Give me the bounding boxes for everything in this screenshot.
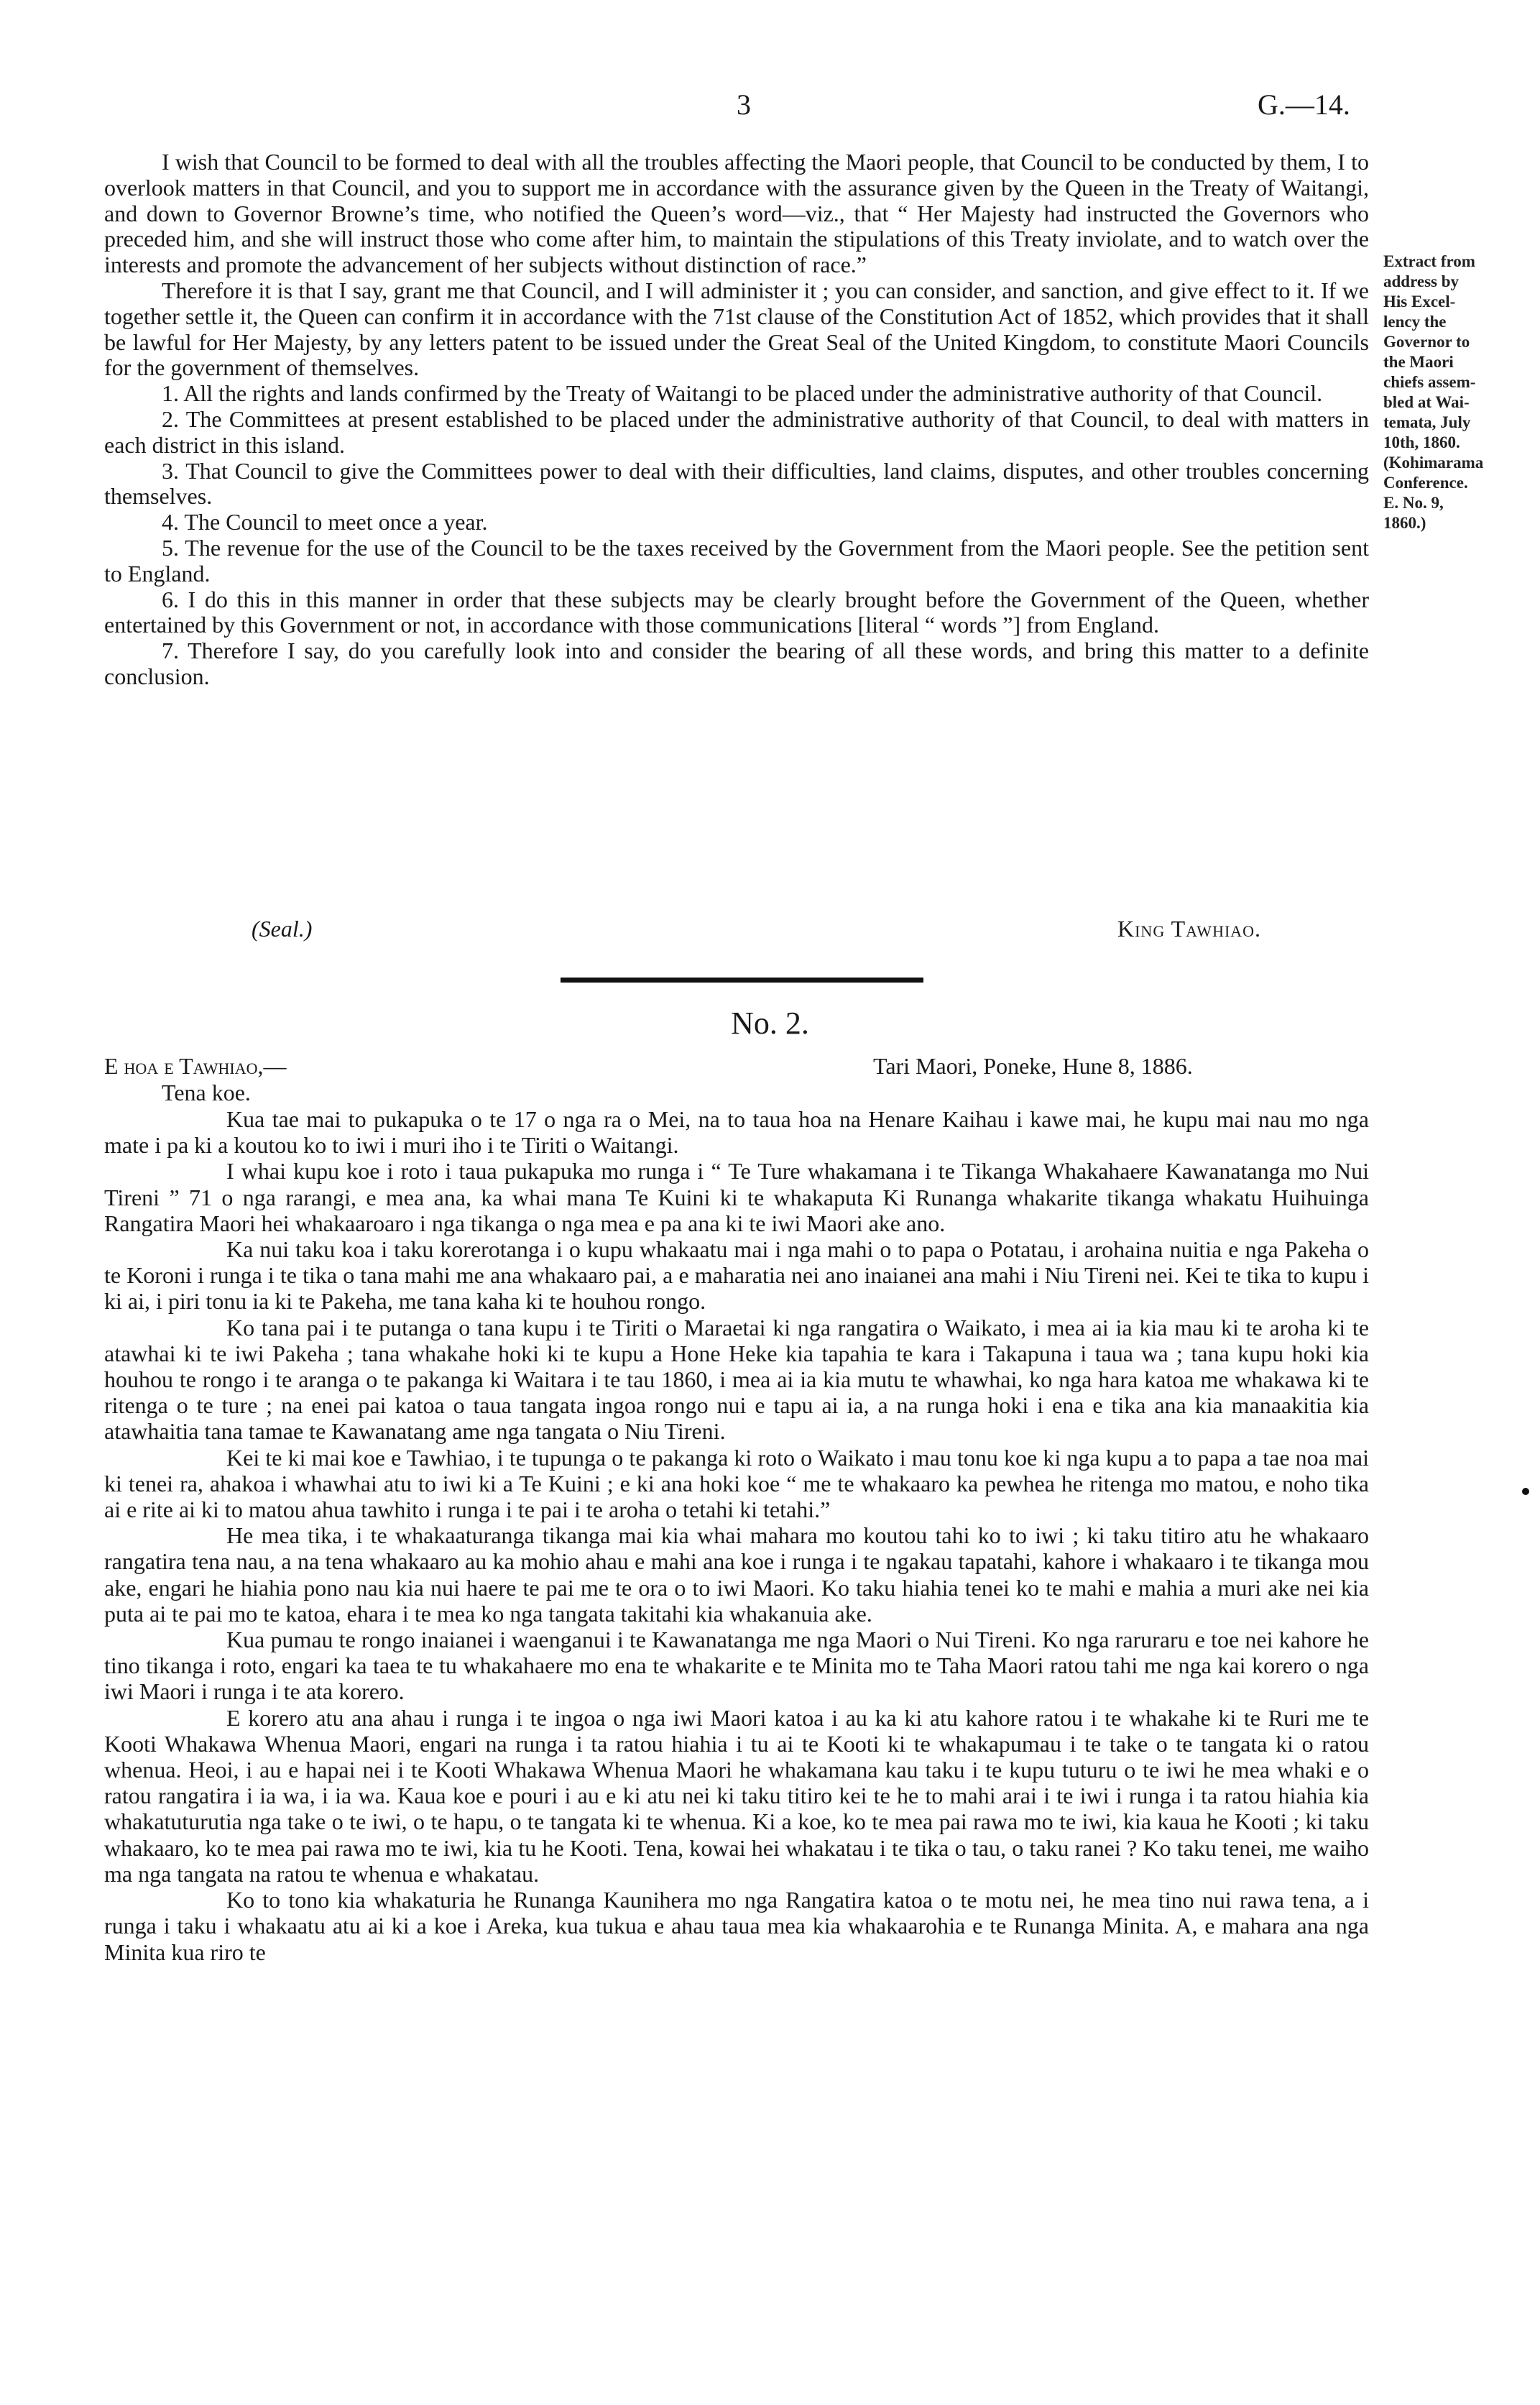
seal-mark: (Seal.) (252, 916, 313, 942)
margin-note-line: the Maori (1383, 353, 1454, 371)
section-heading: No. 2. (731, 1006, 809, 1041)
letter-two-paragraph: Kua pumau te rongo inaianei i waenganui i te Kawanatanga me nga Maori o Nui Tireni. Ko nga raruraru e toe nei kahore he tino tikanga i roto, engari ka taea te tu whakahaere mo ena te whakarite e te Minita mo te Taha Maori ratou tahi me nga kai korero o nga iwi Maori i runga i te ata korero. (104, 1627, 1369, 1705)
page-number: 3 (737, 88, 751, 121)
margin-note-line: Governor to (1383, 333, 1470, 351)
letter-one-paragraph: 2. The Committees at present established to be placed under the administrative authority of that Council, to deal with matters in each district in this island. (104, 405, 1369, 458)
margin-note-line: Extract from (1383, 252, 1475, 270)
margin-note-line: His Excel- (1383, 293, 1456, 311)
margin-note-line: Conference. (1383, 474, 1468, 492)
margin-note-line: temata, July (1383, 413, 1471, 431)
letter-one-body (104, 150, 1369, 690)
margin-note-line: chiefs assem- (1383, 373, 1476, 391)
margin-note-line: lency the (1383, 313, 1447, 331)
letter-one-paragraph: 6. I do this in this manner in order that these subjects may be clearly brought before the Government of the Queen, whether entertained by this Government or not, in accordance with those communications [literal “ words ”] from England. (104, 586, 1369, 638)
margin-note (1383, 252, 1538, 533)
margin-note-line: 10th, 1860. (1383, 433, 1460, 451)
margin-note-line: E. No. 9, (1383, 494, 1444, 512)
letter-two-paragraph: E korero atu ana ahau i runga i te ingoa o nga iwi Maori katoa i au ka ki atu kahore ratou i te whakahe ki te Ruri me te Kooti Whakawa Whenua Maori, engari na runga i ta ratou hiahia i tu ai te Kooti ki te whakapumau i te take o te tangata ki o ratou whenua. Heoi, i au e hapai nei i te Kooti Whakawa Whenua Maori he whakamana kau taku i te kupu tuturu o te iwi he mea whaki e o ratou rangatira i ia wa, i ia wa. Kaua koe e pouri i au e ki atu nei ki taku titiro kei te he to mahi arai i te iwi i runga i ta ratou hiahia kia whakatuturutia nga take o te iwi, o te hapu, o te tangata ki te whenua. Ki a koe, ko te mea pai rawa mo te iwi, kia kaua he Kooti ; ki taku whakaaro, ko te mea pai rawa mo te iwi, kia tu he Kooti. Tena, kowai hei whakatau i te tika o tau, o taku ranei ? Ko taku tenei, me waiho ma nga tangata na ratou te whenua e whakatau. (104, 1704, 1369, 1887)
letter-one-paragraph: 7. Therefore I say, do you carefully look into and consider the bearing of all these words, and bring this matter to a definite conclusion. (104, 638, 1369, 689)
greeting: Tena koe. (162, 1080, 251, 1105)
salutation: E hoa e Tawhiao,— (104, 1053, 287, 1079)
document-reference: G.—14. (1258, 88, 1350, 121)
dateline: Tari Maori, Poneke, Hune 8, 1886. (873, 1053, 1193, 1079)
margin-note-line: bled at Wai- (1383, 393, 1470, 411)
letter-one-paragraph: 1. All the rights and lands confirmed by the Treaty of Waitangi to be placed under the administrative authority of that Council. (162, 380, 1323, 407)
letter-two-paragraph: Kei te ki mai koe e Tawhiao, i te tupunga o te pakanga ki roto o Waikato i mau tonu koe ki nga kupu a to papa a tae noa mai ki tenei ra, ahakoa i whawhai atu to iwi ki a Te Kuini ; e ki ana hoki koe “ me te whakaaro ka pewhea he ritenga mo matou, e noho tika ai e rite ai ki to matou ahua tawhito i runga i te pai i te aroha o tetahi ki tetahi.” (104, 1444, 1369, 1523)
letter-one-paragraph: 5. The revenue for the use of the Council to be the taxes received by the Government from the Maori people. See the petition sent to England. (104, 534, 1369, 587)
margin-dot (1522, 1488, 1529, 1495)
letter-two-paragraph: I whai kupu koe i roto i taua pukapuka mo runga i “ Te Ture whakamana i te Tikanga Whakahaere Kawanatanga mo Nui Tireni ” 71 o nga rarangi, e mea ana, ka whai mana Te Kuini ki te whakaputa Ki Runanga whakarite tikanga whakatu Huihuinga Rangatira Maori hei whakaaroaro i nga tikanga o nga mea e pa ana ki te iwi Maori ake ano. (104, 1158, 1369, 1236)
letter-two-paragraph: Kua tae mai to pukapuka o te 17 o nga ra o Mei, na to taua hoa na Henare Kaihau i kawe mai, he kupu mai nau mo nga mate i pa ki a koutou ko to iwi i muri iho i te Tiriti o Waitangi. (104, 1106, 1369, 1159)
letter-two-paragraph: Ko to tono kia whakaturia he Runanga Kaunihera mo nga Rangatira katoa o te motu nei, he mea tino nui rawa tena, a i runga i taku i whakaatu atu ai ki a koe i Areka, kua tukua e ahau taua mea kia whakaarohia e te Runanga Minita. A, e mahara ana nga Minita kua riro te (104, 1887, 1369, 1965)
margin-note-line: 1860.) (1383, 514, 1426, 532)
letter-one-paragraph: 4. The Council to meet once a year. (162, 509, 488, 535)
letter-one-paragraph: 3. That Council to give the Committees power to deal with their difficulties, land claims, disputes, and other troubles concerning themselves. (104, 457, 1369, 510)
signatory: King Tawhiao. (1117, 916, 1262, 942)
letter-two-paragraph: He mea tika, i te whakaaturanga tikanga mai kia whai mahara mo koutou tahi ko to iwi ; ki taku titiro atu he whakaaro rangatira tena nau, a na tena whakaaro au ka mohio ahau e mahi ana koe i runga i te ngakau tapatahi, kahore i whakaaro i te tikanga mou ake, engari he hiahia pono nau kia nui haere te pai me te ora o to iwi Maori. Ko taku hiahia tenei ko te mahi e mahia a muri ake nei kia puta ai te pai mo te katoa, ehara i te mea ko nga tangata takitahi kia whakanuia ake. (104, 1522, 1369, 1627)
signature-row (104, 916, 1369, 944)
letter-one-paragraph: Therefore it is that I say, grant me that Council, and I will administer it ; you can consider, and sanction, and give effect to it. If we together settle it, the Queen can confirm it in accordance with the 71st clause of the Constitution Act of 1852, which provides that it shall be lawful for Her Majesty, by any letters patent to be issued under the Great Seal of the United Kingdom, to constitute Maori Councils for the government of themselves. (104, 277, 1369, 381)
letter-two-body (104, 1106, 1369, 1965)
margin-note-line: address by (1383, 272, 1460, 290)
section-divider (561, 978, 923, 983)
margin-note-line: (Kohimarama (1383, 454, 1484, 472)
letter-two-paragraph: Ko tana pai i te putanga o tana kupu i te Tiriti o Maraetai ki nga rangatira o Waikato, i mea ai ia kia mau ki te aroha ki te atawhai ki te iwi Pakeha ; tana whakahe hoki ki te kupu a Hone Heke kia tapahia te kara i Takapuna i taua wa ; tana kupu hoki kia houhou te rongo i te aranga o te pakanga ki Waitara i te tau 1860, i mea ai ia kia mutu te whawhai, ko nga hara katoa me whakawa ki te ritenga o te ture ; na enei pai katoa o taua tangata ingoa rongo nui e tapu ai ia, a na runga hoki i ena e tika ana kia manaakitia kia atawhaitia tana tamae te Kawanatang ame nga tangata o Niu Tireni. (104, 1314, 1369, 1445)
letter-two-paragraph: Ka nui taku koa i taku korerotanga i o kupu whakaatu mai i nga mahi o to papa o Potatau, i arohaina nuitia e nga Pakeha o te Koroni i runga i te tika o tana mahi me ana whakaaro pai, a e maharatia nei ano inaianei ana mahi i Niu Tireni nei. Kei te tika to kupu i ki ai, i piri tonu ia ki te Pakeha, me tana kaha ki te houhou rongo. (104, 1236, 1369, 1315)
letter-one-paragraph: I wish that Council to be formed to deal with all the troubles affecting the Maori people, that Council to be conducted by them, I to overlook matters in that Council, and you to support me in accordance with the assurance given by the Queen in the Treaty of Waitangi, and down to Governor Browne’s time, who notified the Queen’s word—viz., that “ Her Majesty had instructed the Governors who preceded him, and she will instruct those who come after him, to maintain the stipulations of this Treaty inviolate, and to watch over the interests and promote the advancement of her subjects without distinction of race.” (104, 149, 1369, 278)
